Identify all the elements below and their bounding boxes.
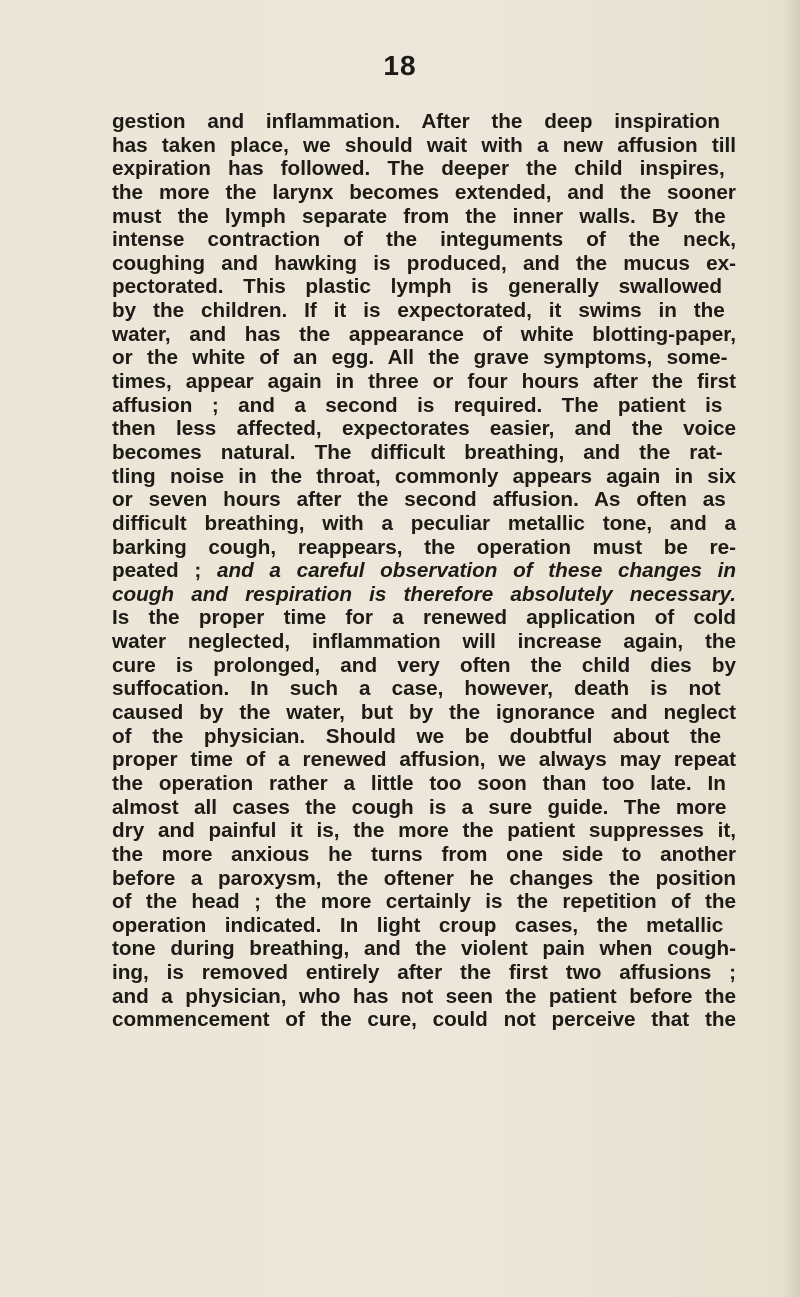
text-line — [112, 606, 736, 630]
text-segment: barking cough, reappears, the operation must be re- — [112, 535, 736, 559]
text-segment: before a paroxysm, the oftener he changes the position — [112, 866, 737, 890]
text-segment: tone during breathing, and the violent pain when cough- — [112, 937, 737, 961]
text-line — [112, 134, 736, 158]
text-line — [112, 512, 736, 536]
text-line — [112, 748, 736, 772]
text-segment: water neglected, inflammation will increase again, the — [112, 630, 736, 654]
text-line — [112, 157, 736, 181]
text-line — [112, 205, 736, 229]
text-line — [112, 417, 736, 441]
text-segment: and a physician, who has not seen the patient before the — [112, 984, 736, 1008]
text-line — [112, 890, 736, 914]
text-segment: pectorated. This plastic lymph is generally swallowed — [112, 275, 723, 299]
text-segment: expiration has followed. The deeper the child inspires, — [112, 157, 725, 181]
text-segment: or seven hours after the second affusion. As often as — [112, 488, 726, 512]
text-segment: peated ; — [112, 559, 217, 583]
text-line — [112, 796, 736, 820]
text-segment: becomes natural. The difficult breathing, and the rat- — [112, 440, 723, 464]
text-line — [112, 630, 736, 654]
text-segment: operation indicated. In light croup cases, the metallic — [112, 913, 724, 937]
text-line — [112, 914, 736, 938]
text-segment: gestion and inflammation. After the deep inspiration — [112, 110, 720, 133]
text-line — [112, 677, 736, 701]
text-line — [112, 583, 736, 607]
text-line — [112, 110, 736, 134]
text-segment: then less affected, expectorates easier, and the voice — [112, 417, 737, 441]
text-line — [112, 725, 736, 749]
text-segment: the more anxious he turns from one side to another — [112, 842, 737, 866]
text-line — [112, 559, 736, 583]
text-segment: of the physician. Should we be doubtful about the — [112, 724, 722, 748]
text-line — [112, 867, 736, 891]
text-line — [112, 323, 736, 347]
text-line — [112, 701, 736, 725]
text-segment: times, appear again in three or four hours after the first — [112, 370, 737, 394]
text-segment: or the white of an egg. All the grave symptoms, some- — [112, 346, 728, 370]
text-line — [112, 654, 736, 678]
text-segment: the more the larynx becomes extended, and the sooner — [112, 180, 736, 204]
text-line — [112, 228, 736, 252]
text-segment: caused by the water, but by the ignorance and neglect — [112, 701, 736, 725]
text-segment: cure is prolonged, and very often the child dies by — [112, 653, 736, 677]
text-segment: Is the proper time for a renewed application of cold — [112, 606, 737, 630]
text-segment: commencement of the cure, could not perceive that the — [112, 1008, 736, 1032]
text-segment: affusion ; and a second is required. The patient is — [112, 393, 723, 417]
italic-text-segment: cough and respiration is therefore absolutely necessary. — [112, 582, 737, 606]
text-segment: the operation rather a little too soon than too late. In — [112, 771, 726, 795]
text-segment: by the children. If it is expectorated, it swims in the — [112, 299, 725, 323]
text-segment: coughing and hawking is produced, and the mucus ex- — [112, 251, 736, 275]
text-line — [112, 488, 736, 512]
text-segment: dry and painful it is, the more the patient suppresses it, — [112, 819, 737, 843]
text-segment: suffocation. In such a case, however, death is not — [112, 677, 721, 701]
text-line — [112, 394, 736, 418]
text-line — [112, 181, 736, 205]
text-line — [112, 346, 736, 370]
text-line — [112, 370, 736, 394]
page-number: 18 — [383, 50, 417, 81]
text-line — [112, 441, 736, 465]
text-segment: water, and has the appearance of white blotting-paper, — [112, 322, 736, 346]
text-line — [112, 252, 736, 276]
italic-text-segment: and a careful observation of these changes in — [216, 559, 737, 583]
text-line — [112, 465, 736, 489]
body-text — [112, 110, 736, 1032]
text-line — [112, 275, 736, 299]
text-segment: proper time of a renewed affusion, we always may repeat — [112, 748, 736, 772]
text-line — [112, 937, 736, 961]
text-line — [112, 985, 736, 1009]
text-line — [112, 1008, 736, 1032]
page-edge-shadow — [782, 0, 800, 1297]
text-segment: difficult breathing, with a peculiar metallic tone, and a — [112, 511, 737, 535]
text-segment: has taken place, we should wait with a new affusion till — [112, 133, 737, 157]
text-segment: almost all cases the cough is a sure guide. The more — [112, 795, 727, 819]
text-segment: ing, is removed entirely after the first two affusions ; — [112, 961, 736, 985]
text-segment: tling noise in the throat, commonly appears again in six — [112, 464, 737, 488]
text-line — [112, 843, 736, 867]
text-line — [112, 961, 736, 985]
text-line — [112, 772, 736, 796]
text-segment: of the head ; the more certainly is the repetition of the — [112, 890, 737, 914]
text-segment: intense contraction of the integuments of the neck, — [112, 228, 736, 252]
text-segment: must the lymph separate from the inner walls. By the — [112, 204, 726, 228]
text-line — [112, 819, 736, 843]
text-line — [112, 299, 736, 323]
text-line — [112, 536, 736, 560]
